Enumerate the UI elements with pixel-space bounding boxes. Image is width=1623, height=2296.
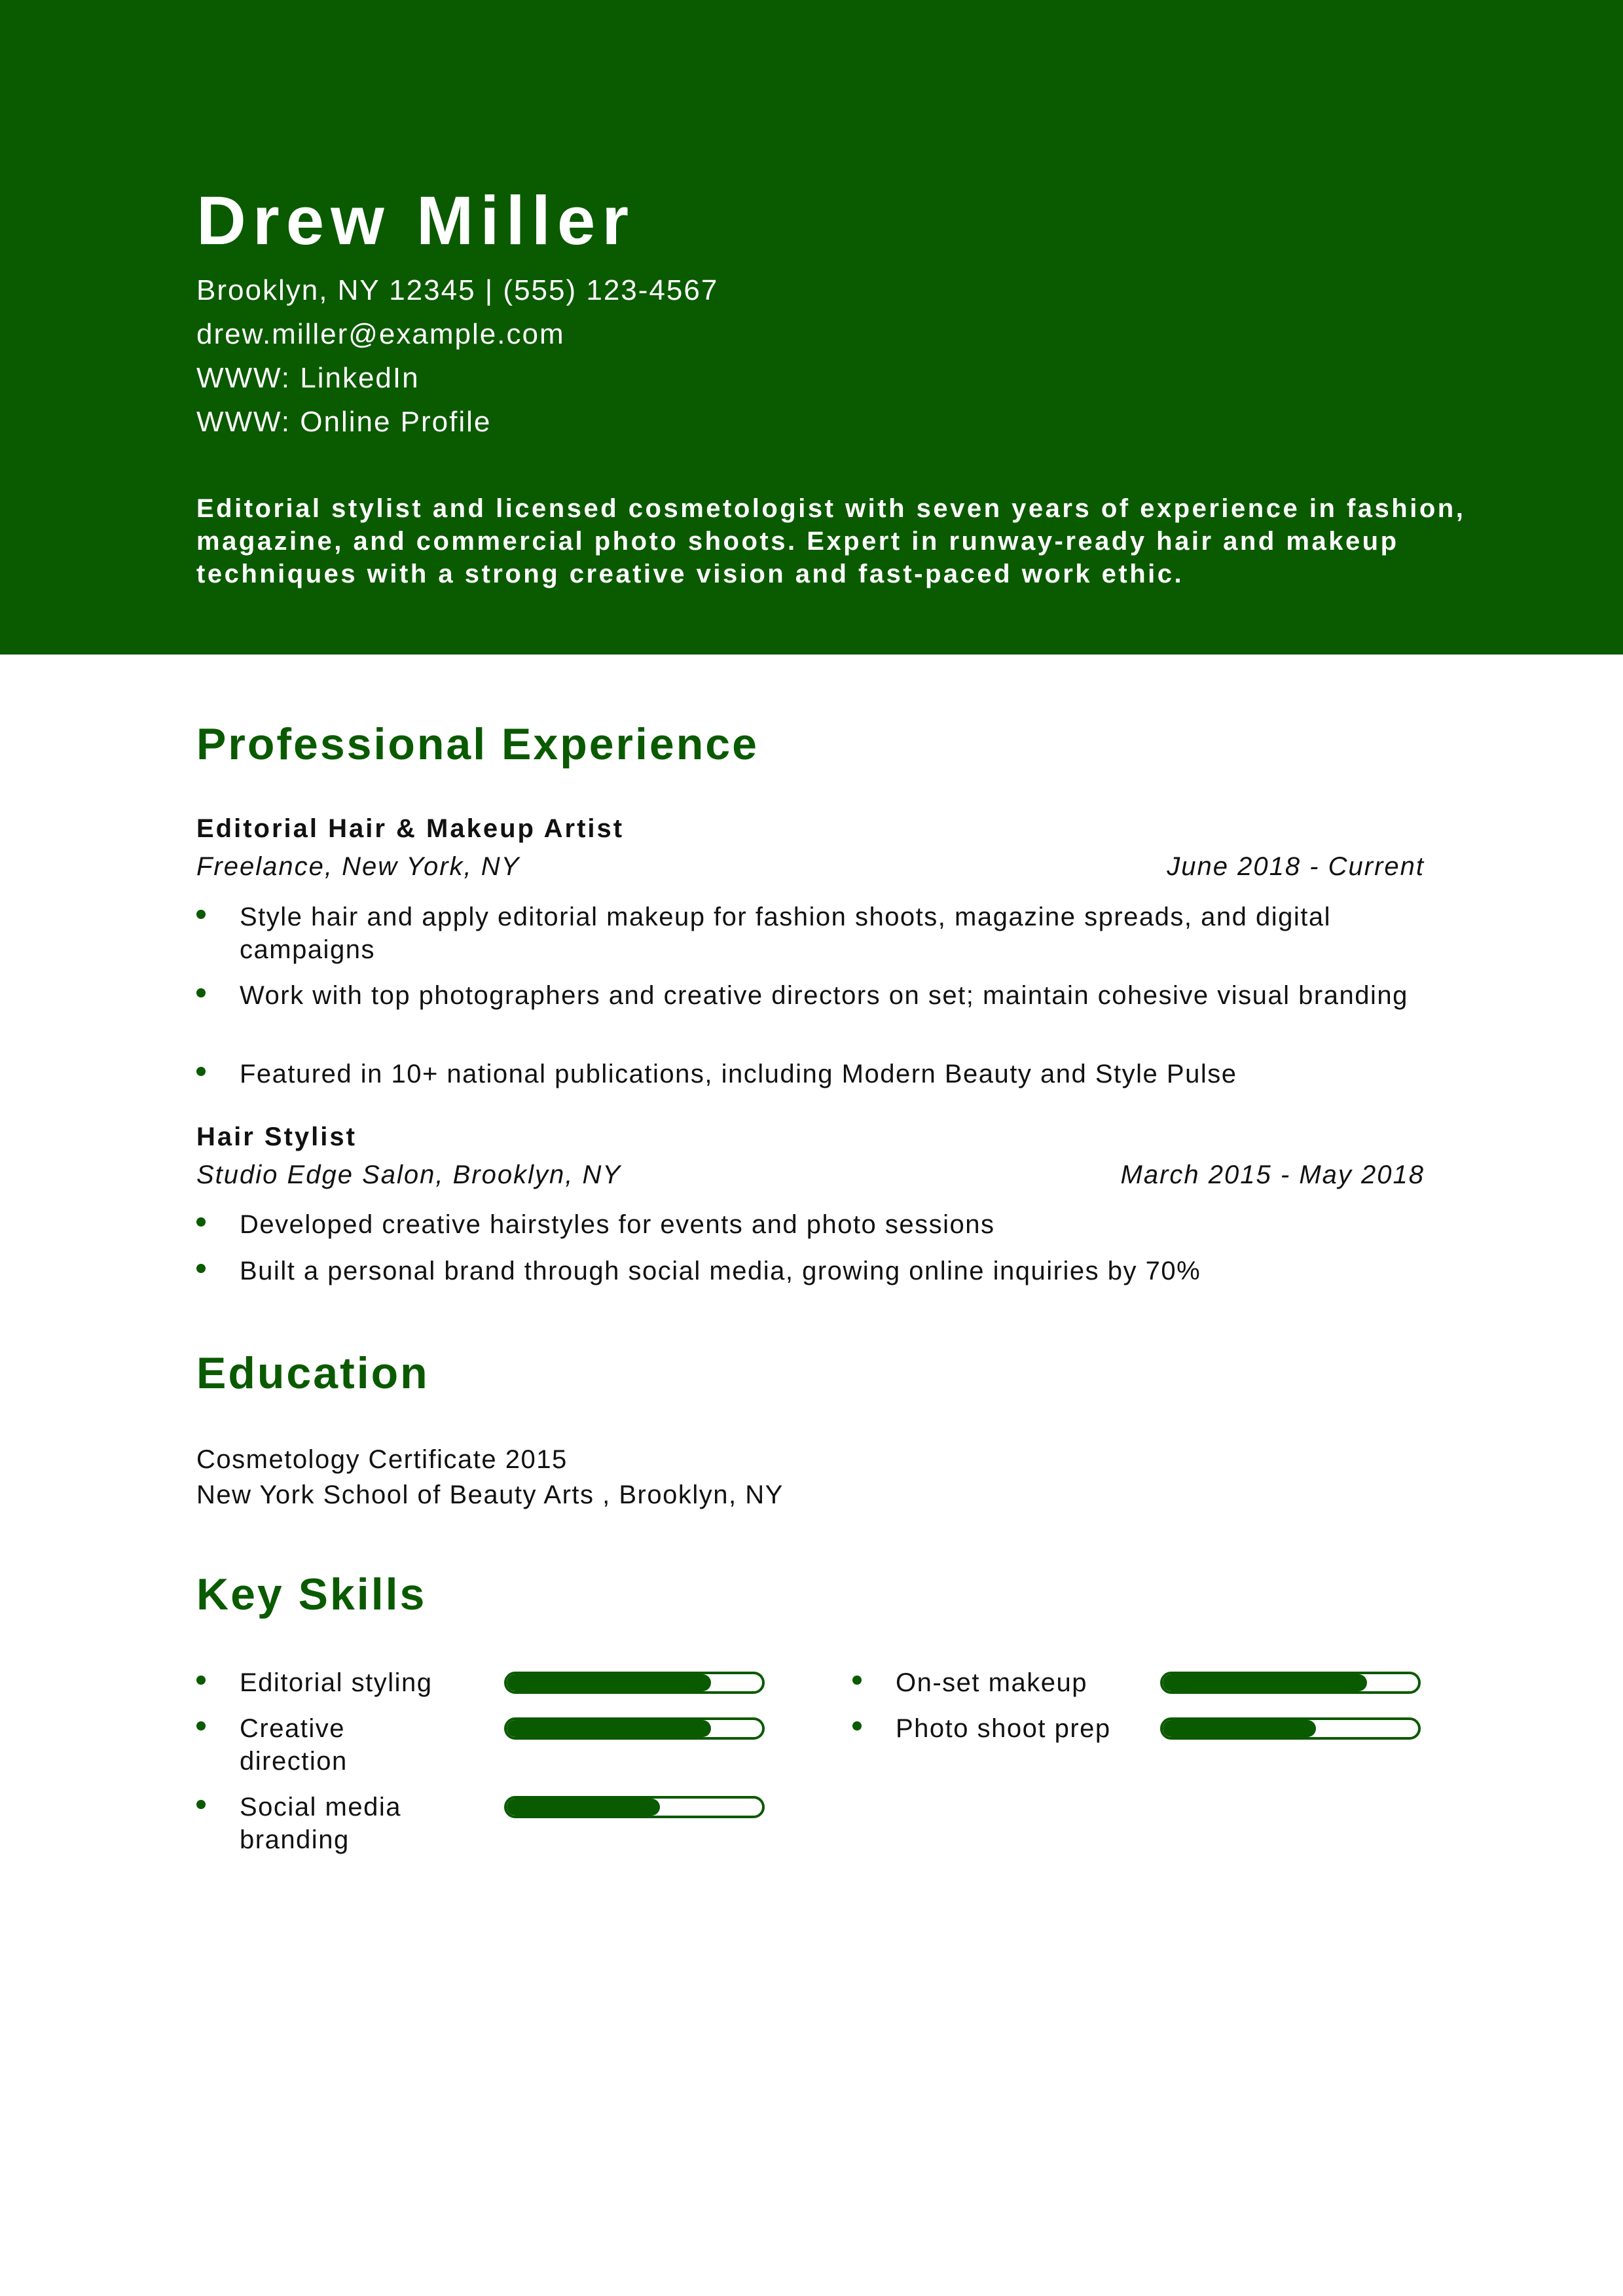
job-title: Hair Stylist (196, 1122, 357, 1151)
job-company: Studio Edge Salon, Brooklyn, NY (196, 1160, 622, 1189)
header-banner (0, 0, 1623, 655)
skill-level-bar (1160, 1717, 1421, 1740)
education-section-title: Education (196, 1348, 429, 1398)
bullet-text: Style hair and apply editorial makeup for fashion shoots, magazine spreads, and digital campaigns (240, 903, 1331, 964)
job-meta (196, 1162, 1425, 1188)
address-phone: Brooklyn, NY 12345 | (555) 123-4567 (196, 274, 719, 306)
skill-level-fill (1163, 1674, 1367, 1691)
online-profile-link[interactable]: WWW: Online Profile (196, 406, 492, 438)
bullet-icon (196, 1067, 206, 1076)
education-school: New York School of Beauty Arts , Brooklyn, NY (196, 1480, 784, 1509)
summary-text: Editorial stylist and licensed cosmetologist with seven years of experience in fashion, magazine, and commercial photo shoots. Expert in runway-ready hair and makeup techniques with a strong creative vision and fast-paced work ethic. (196, 494, 1466, 588)
skills-section-title: Key Skills (196, 1570, 427, 1619)
skill-name: Social media branding (240, 1793, 402, 1854)
bullet-icon (196, 988, 206, 997)
skill-level-bar (504, 1717, 765, 1740)
skill-name: On-set makeup (896, 1668, 1087, 1697)
linkedin-link[interactable]: WWW: LinkedIn (196, 362, 420, 394)
education-degree: Cosmetology Certificate 2015 (196, 1445, 568, 1474)
bullet-text: Featured in 10+ national publications, including Modern Beauty and Style Pulse (240, 1060, 1237, 1088)
skill-name: Photo shoot prep (896, 1714, 1111, 1743)
bullet-text: Work with top photographers and creative directors on set; maintain cohesive visual branding (240, 981, 1408, 1010)
bullet-icon (196, 1721, 206, 1731)
skill-level-bar (504, 1796, 765, 1818)
job-company: Freelance, New York, NY (196, 852, 520, 881)
skill-level-bar (504, 1672, 765, 1694)
bullet-icon (196, 1800, 206, 1809)
job-title: Editorial Hair & Makeup Artist (196, 814, 625, 843)
skill-name: Creative direction (240, 1714, 348, 1776)
bullet-icon (196, 1217, 206, 1227)
bullet-icon (196, 910, 206, 919)
bullet-icon (852, 1676, 862, 1685)
job-dates: March 2015 - May 2018 (1120, 1160, 1425, 1189)
bullet-icon (196, 1676, 206, 1685)
skill-level-fill (507, 1799, 660, 1816)
job-meta (196, 853, 1425, 880)
bullet-text: Developed creative hairstyles for events and photo sessions (240, 1210, 995, 1239)
skill-level-fill (507, 1674, 711, 1691)
experience-section-title: Professional Experience (196, 719, 759, 769)
skill-name: Editorial styling (240, 1668, 433, 1697)
skill-level-fill (1163, 1720, 1316, 1737)
skill-level-bar (1160, 1672, 1421, 1694)
bullet-icon (852, 1721, 862, 1731)
job-dates: June 2018 - Current (1167, 852, 1425, 881)
skill-level-fill (507, 1720, 711, 1737)
email-text[interactable]: drew.miller@example.com (196, 318, 565, 350)
bullet-icon (196, 1264, 206, 1273)
bullet-text: Built a personal brand through social media, growing online inquiries by 70% (240, 1257, 1201, 1285)
candidate-name: Drew Miller (196, 183, 636, 259)
